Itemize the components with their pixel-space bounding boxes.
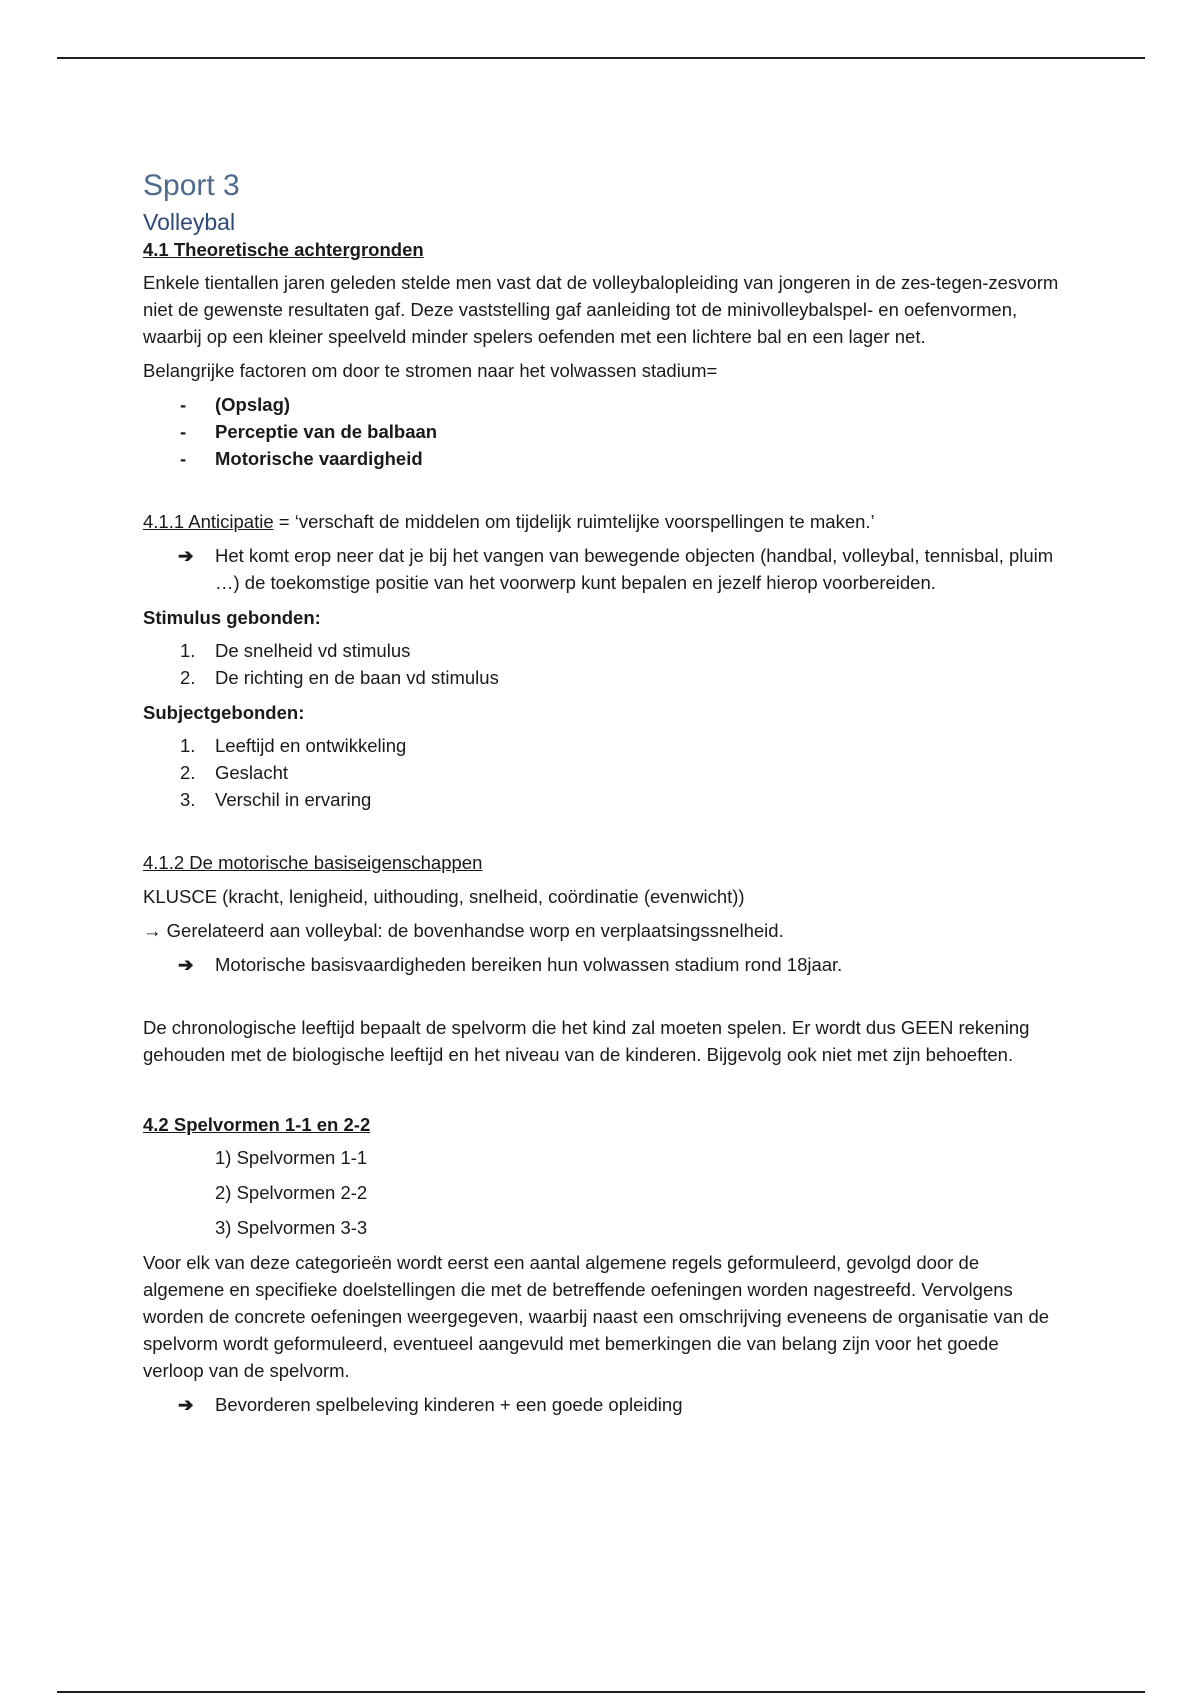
arrow-icon: ➔: [178, 954, 194, 975]
paragraph: Belangrijke factoren om door te stromen naar het volwassen stadium=: [143, 360, 718, 381]
list-item: - Motorische vaardigheid: [143, 445, 1063, 472]
list-item: 2. De richting en de baan vd stimulus: [180, 667, 499, 688]
paragraph: Enkele tientallen jaren geleden stelde men vast dat de volleybalopleiding van jongeren in de zes-tegen-zesvorm niet de gewenste resultaten gaf. Deze vaststelling gaf aanleiding tot de minivolleybalspel- en oefenvormen, waarbij op een kleiner speelveld minder spelers oefenden met een lichtere bal en een lager net.: [143, 272, 1059, 347]
header-rule: [57, 57, 1145, 59]
section-heading-4-2: 4.2 Spelvormen 1-1 en 2-2: [143, 1114, 371, 1135]
subject-heading: Subjectgebonden:: [143, 702, 305, 723]
arrow-icon: ➔: [178, 545, 194, 566]
section-heading-4-1: 4.1 Theoretische achtergronden: [143, 239, 424, 260]
paragraph: KLUSCE (kracht, lenigheid, uithouding, snelheid, coördinatie (evenwicht)): [143, 886, 745, 907]
arrow-item: ➔ Het komt erop neer dat je bij het vangen van bewegende objecten (handbal, volleybal, tennisbal, pluim …) de toekomstige positie van het voorwerp kunt bepalen en jezelf hierop voorbereiden.: [143, 542, 1063, 596]
list-item: 2. Geslacht: [180, 762, 289, 783]
arrow-list: [143, 1391, 1063, 1418]
list-item: 3. Verschil in ervaring: [180, 789, 372, 810]
page-title: Sport 3: [143, 169, 240, 202]
list-item: 1. Leeftijd en ontwikkeling: [180, 735, 407, 756]
list-item: 2) Spelvormen 2-2: [215, 1182, 368, 1203]
paragraph: → Gerelateerd aan volleybal: de bovenhandse worp en verplaatsingssnelheid.: [143, 920, 784, 941]
paragraph: Voor elk van deze categorieën wordt eerst een aantal algemene regels geformuleerd, gevolgd door de algemene en specifieke doelstellingen die met de betreffende oefeningen worden nagestreefd. Vervolgens worden de concrete oefeningen weergegeven, waarbij naast een omschrijving eveneens de organisatie van de spelvorm wordt geformuleerd, eventueel aangevuld met bemerkingen die van belang zijn voor het goede verloop van de spelvorm.: [143, 1252, 1050, 1381]
subsection-heading-4-1-2: 4.1.2 De motorische basiseigenschappen: [143, 852, 483, 873]
definition-text: = ‘verschaft de middelen om tijdelijk ruimtelijke voorspellingen te maken.’: [273, 511, 875, 532]
dash-marker: -: [180, 421, 187, 442]
page-subtitle: Volleybal: [143, 209, 236, 235]
arrow-list: [143, 951, 1063, 978]
arrow-list: [143, 542, 1063, 596]
factors-list: [143, 391, 1063, 472]
dash-marker: -: [180, 394, 187, 415]
subsection-4-1-1: [143, 508, 1063, 535]
arrow-item: ➔ Bevorderen spelbeleving kinderen + een goede opleiding: [143, 1391, 1063, 1418]
list-item: 1. De snelheid vd stimulus: [180, 640, 411, 661]
paragraph: De chronologische leeftijd bepaalt de spelvorm die het kind zal moeten spelen. Er wordt dus GEEN rekening gehouden met de biologische leeftijd en het niveau van de kinderen. Bijgevolg ook niet met zijn behoeften.: [143, 1017, 1030, 1065]
arrow-item: ➔ Motorische basisvaardigheden bereiken hun volwassen stadium rond 18jaar.: [143, 951, 1063, 978]
stimulus-list: [143, 637, 1063, 691]
spelvormen-list: [143, 1144, 1063, 1241]
list-item: - Perceptie van de balbaan: [143, 418, 1063, 445]
list-item: - (Opslag): [143, 391, 1063, 418]
list-item: 3) Spelvormen 3-3: [215, 1217, 368, 1238]
dash-marker: -: [180, 448, 187, 469]
subject-list: [143, 732, 1063, 813]
footer-rule: [57, 1691, 1145, 1693]
subsection-heading: 4.1.1 Anticipatie: [143, 511, 274, 532]
arrow-icon: ➔: [178, 1394, 194, 1415]
list-item: 1) Spelvormen 1-1: [215, 1147, 368, 1168]
document-body: [143, 168, 1063, 1418]
stimulus-heading: Stimulus gebonden:: [143, 607, 321, 628]
